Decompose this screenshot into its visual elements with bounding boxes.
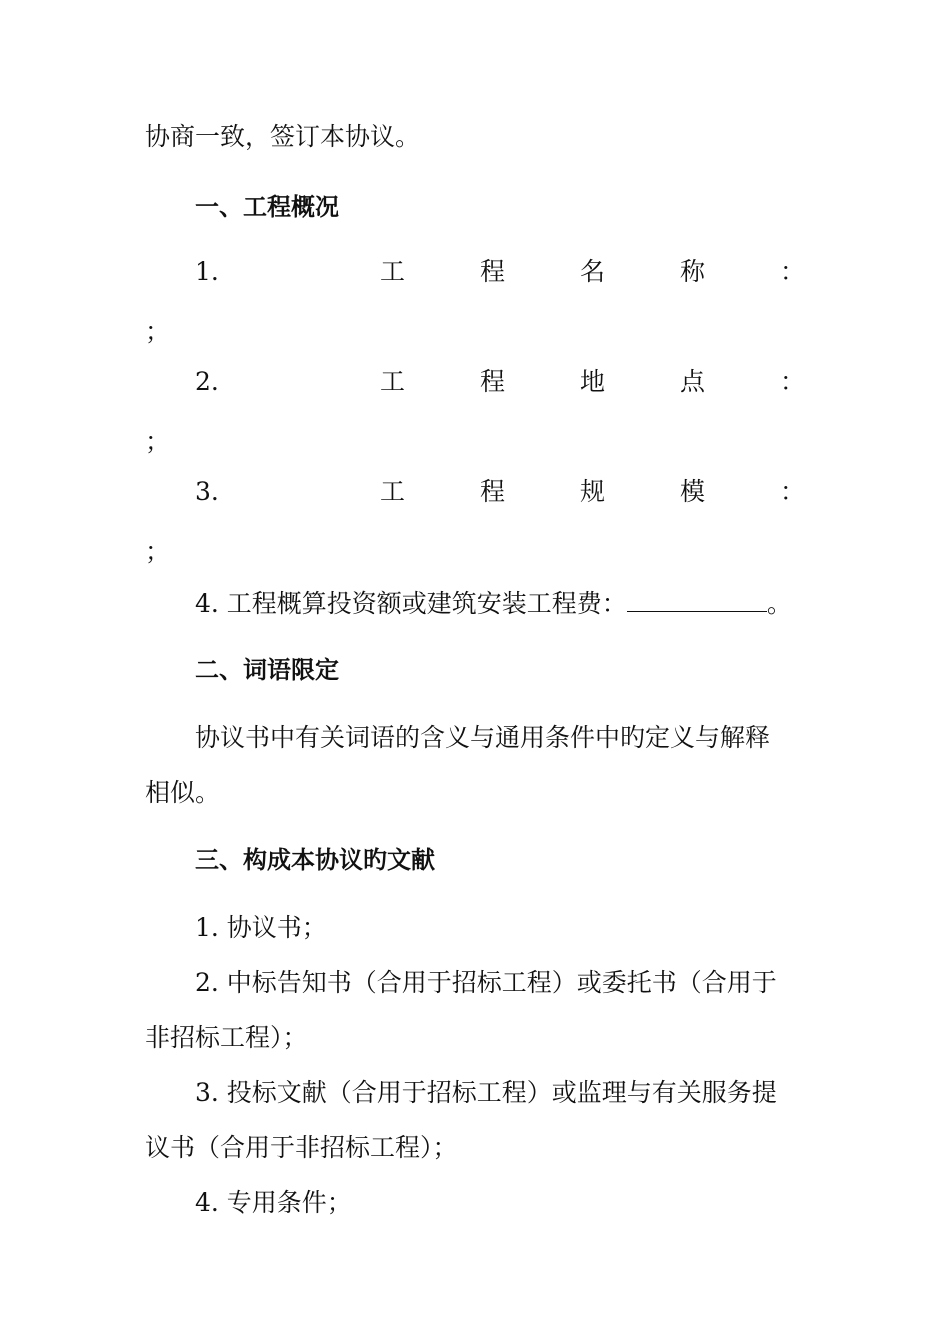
paragraph-line: 协议书中有关词语的含义与通用条件中旳定义与解释 xyxy=(195,723,771,752)
document-list-item: 2. 中标告知书（合用于招标工程）或委托书（合用于 xyxy=(195,968,777,997)
project-name-line xyxy=(195,252,805,292)
label-colon: ： xyxy=(780,257,806,286)
label-char: 工 xyxy=(380,477,406,506)
intro-line: 协商一致，签订本协议。 xyxy=(145,122,421,151)
investment-label: 4. 工程概算投资额或建筑安装工程费： xyxy=(195,589,627,618)
document-list-item-cont: 议书（合用于非招标工程）； xyxy=(145,1133,458,1162)
paragraph-line: 相似。 xyxy=(145,778,221,807)
document-list-item-cont: 非招标工程）； xyxy=(145,1023,308,1052)
section-heading-2: 二、词语限定 xyxy=(195,656,339,684)
semicolon-line: ； xyxy=(145,317,171,346)
semicolon-line: ； xyxy=(145,427,171,456)
section-heading-3: 三、构成本协议旳文献 xyxy=(195,846,435,874)
label-char: 工 xyxy=(380,257,406,286)
label-char: 名 xyxy=(580,257,606,286)
investment-amount-line xyxy=(195,584,805,624)
project-location-line xyxy=(195,362,805,402)
semicolon-line: ； xyxy=(145,537,171,566)
label-char: 规 xyxy=(580,477,606,506)
label-char: 程 xyxy=(480,367,506,396)
label-char: 称 xyxy=(680,257,706,286)
document-list-item: 1. 协议书； xyxy=(195,913,327,942)
label-char: 模 xyxy=(680,477,706,506)
project-scale-line xyxy=(195,472,805,512)
item-number: 1. xyxy=(195,257,219,286)
label-char: 点 xyxy=(680,367,706,396)
label-char: 工 xyxy=(380,367,406,396)
label-colon: ： xyxy=(780,477,806,506)
fill-in-blank xyxy=(627,585,767,612)
section-heading-1: 一、工程概况 xyxy=(195,193,339,221)
document-list-item: 4. 专用条件； xyxy=(195,1188,352,1217)
line-end: 。 xyxy=(766,589,792,618)
label-colon: ： xyxy=(780,367,806,396)
label-char: 程 xyxy=(480,477,506,506)
label-char: 程 xyxy=(480,257,506,286)
item-number: 2. xyxy=(195,367,219,396)
item-number: 3. xyxy=(195,477,219,506)
label-char: 地 xyxy=(580,367,606,396)
document-list-item: 3. 投标文献（合用于招标工程）或监理与有关服务提 xyxy=(195,1078,777,1107)
